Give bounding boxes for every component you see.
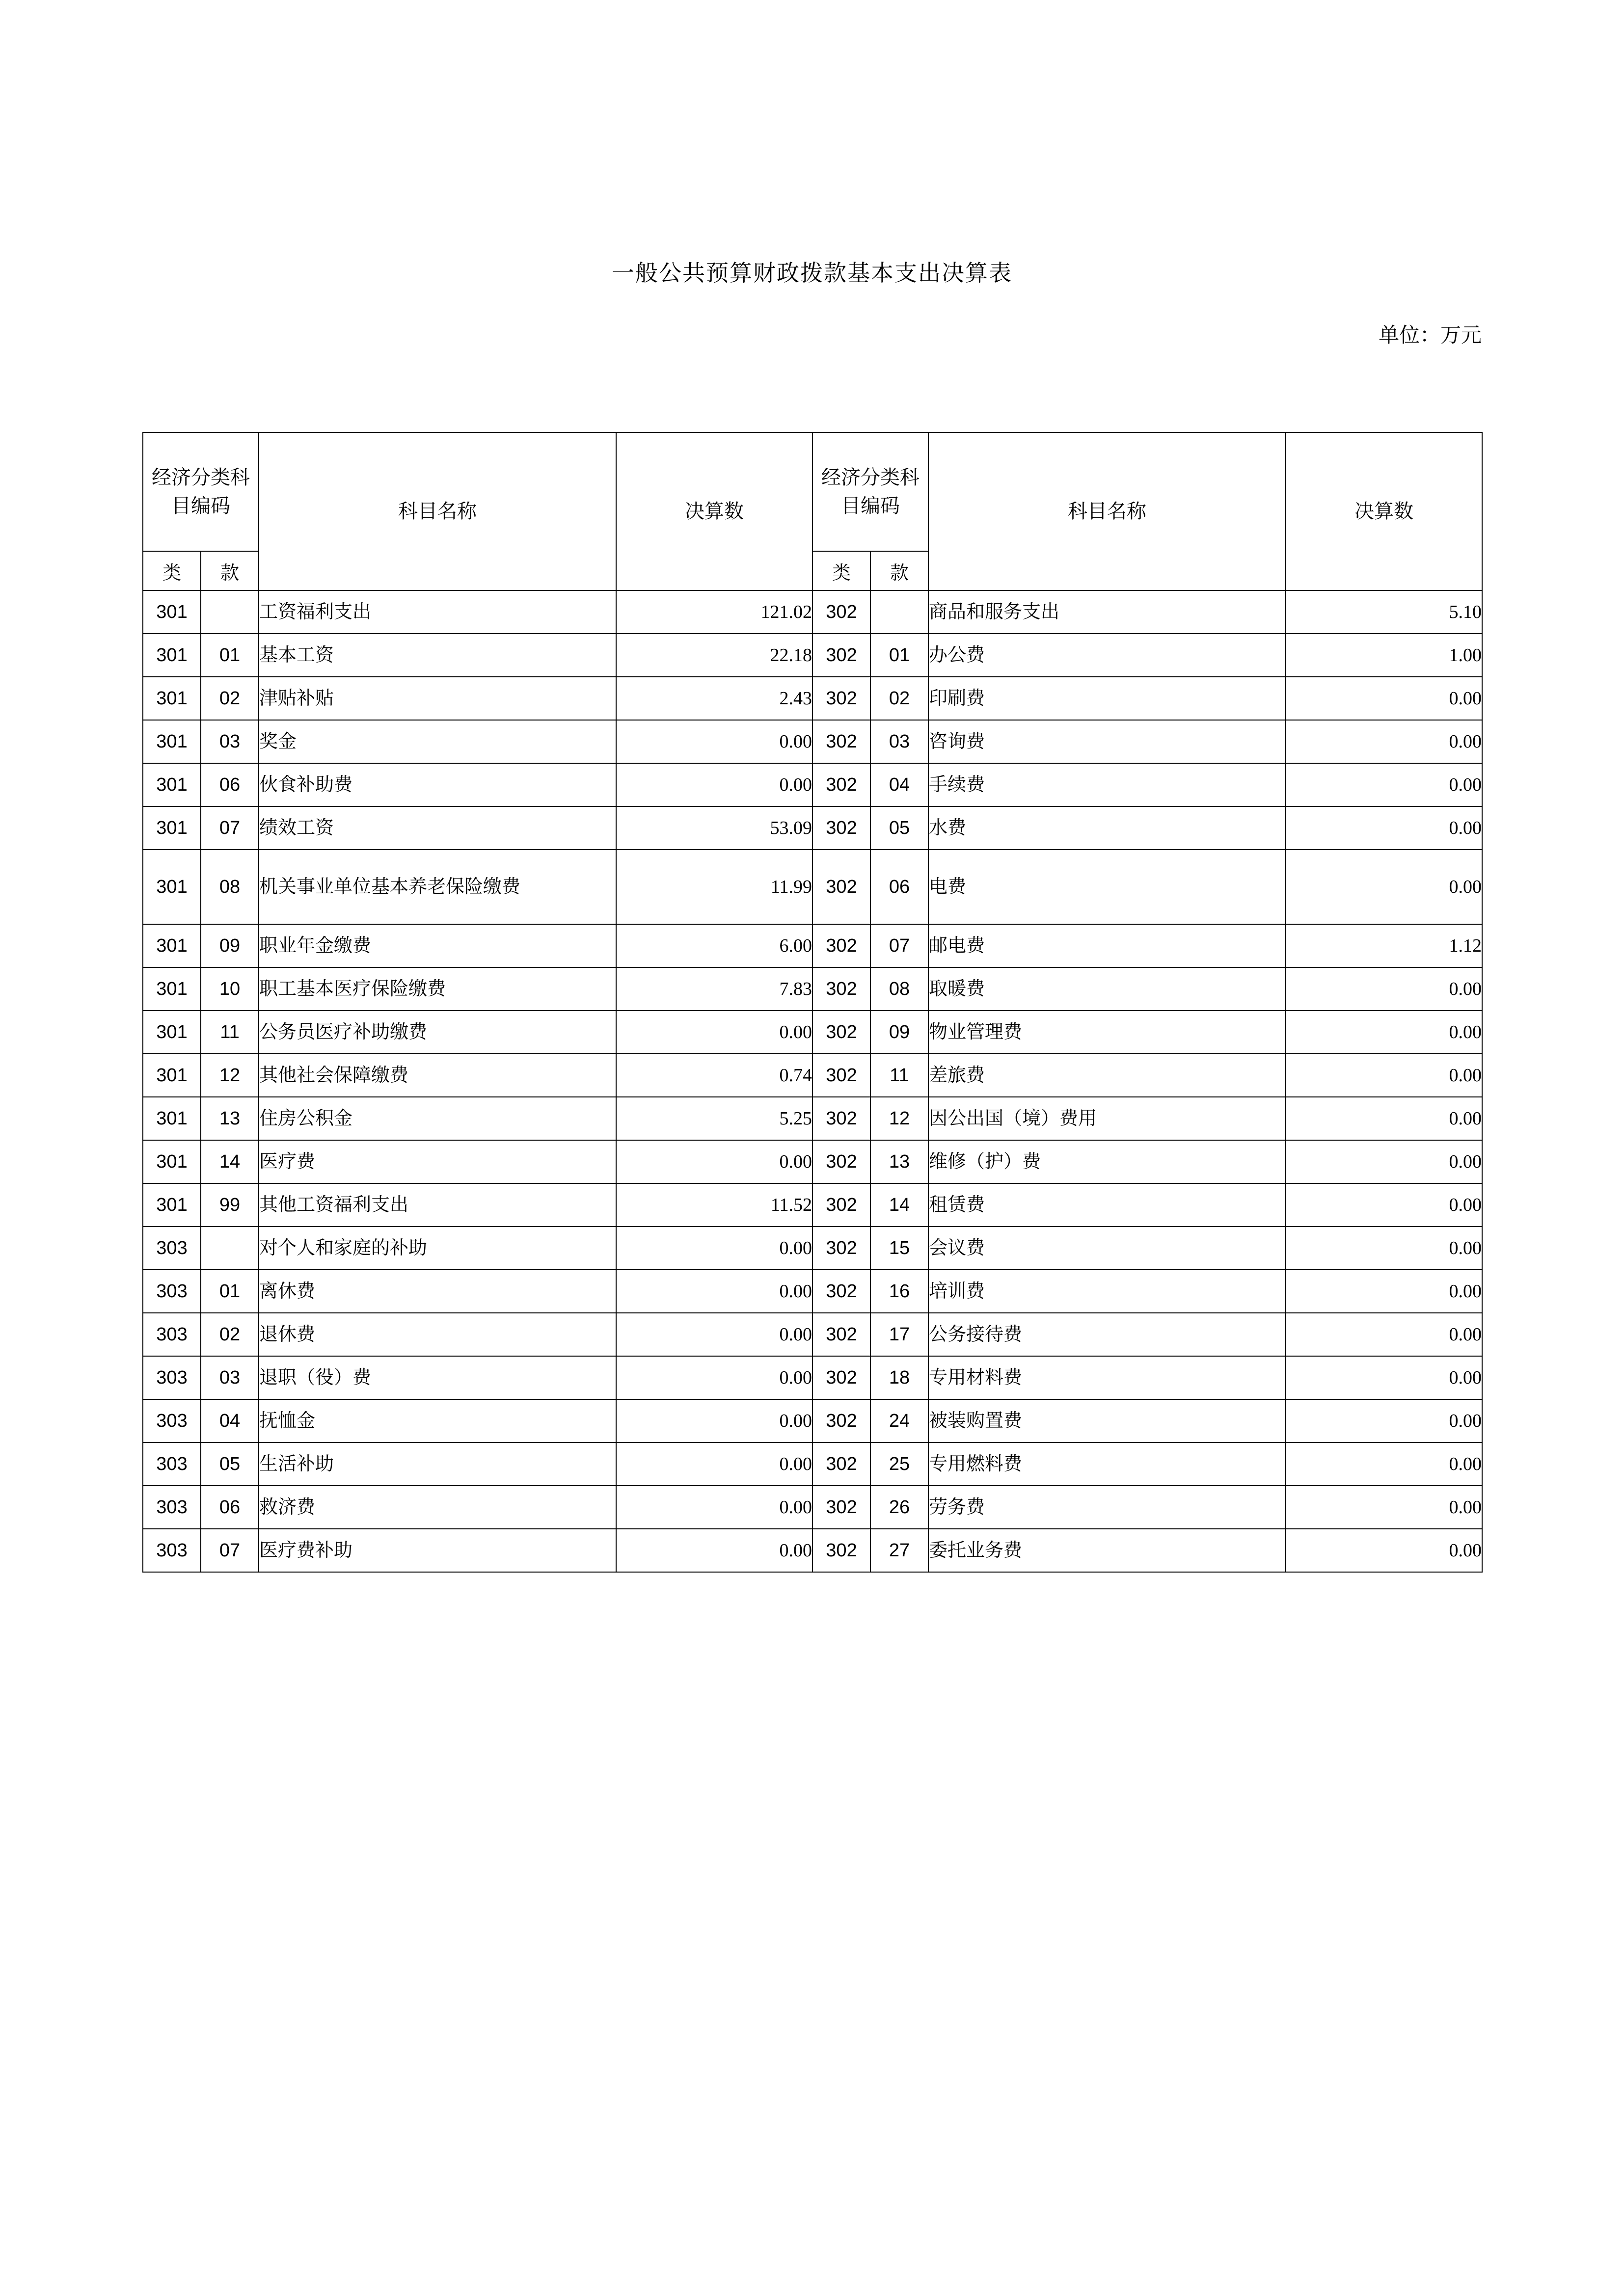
table-row bbox=[143, 1529, 1482, 1572]
table-row bbox=[143, 1270, 1482, 1313]
cell-subject-name-right: 邮电费 bbox=[928, 924, 1286, 967]
cell-kuan-left: 99 bbox=[201, 1183, 259, 1227]
cell-subject-name-right: 公务接待费 bbox=[928, 1313, 1286, 1356]
table-row bbox=[143, 1486, 1482, 1529]
cell-lei-right: 302 bbox=[812, 1529, 870, 1572]
cell-lei-right: 302 bbox=[812, 590, 870, 634]
cell-amount-right: 0.00 bbox=[1286, 1486, 1482, 1529]
cell-amount-left: 22.18 bbox=[616, 634, 812, 677]
cell-amount-right: 0.00 bbox=[1286, 677, 1482, 720]
cell-kuan-left: 06 bbox=[201, 763, 259, 806]
cell-kuan-left: 06 bbox=[201, 1486, 259, 1529]
cell-subject-name-right: 水费 bbox=[928, 806, 1286, 850]
cell-amount-right: 0.00 bbox=[1286, 967, 1482, 1011]
cell-amount-right: 0.00 bbox=[1286, 720, 1482, 763]
cell-amount-left: 7.83 bbox=[616, 967, 812, 1011]
cell-kuan-left: 03 bbox=[201, 720, 259, 763]
cell-subject-name-right: 差旅费 bbox=[928, 1054, 1286, 1097]
cell-amount-right: 1.00 bbox=[1286, 634, 1482, 677]
cell-kuan-left: 07 bbox=[201, 1529, 259, 1572]
table-row bbox=[143, 1054, 1482, 1097]
cell-kuan-right: 09 bbox=[870, 1011, 928, 1054]
cell-subject-name-right: 劳务费 bbox=[928, 1486, 1286, 1529]
cell-kuan-right: 18 bbox=[870, 1356, 928, 1399]
cell-lei-right: 302 bbox=[812, 1486, 870, 1529]
cell-subject-name-right: 物业管理费 bbox=[928, 1011, 1286, 1054]
cell-lei-left: 301 bbox=[143, 590, 201, 634]
cell-amount-right: 0.00 bbox=[1286, 1529, 1482, 1572]
cell-amount-left: 0.74 bbox=[616, 1054, 812, 1097]
cell-amount-right: 1.12 bbox=[1286, 924, 1482, 967]
cell-subject-name-left: 基本工资 bbox=[259, 634, 616, 677]
cell-subject-name-right: 专用材料费 bbox=[928, 1356, 1286, 1399]
cell-amount-left: 11.99 bbox=[616, 850, 812, 924]
cell-lei-left: 301 bbox=[143, 634, 201, 677]
table-row bbox=[143, 720, 1482, 763]
header-amount-right: 决算数 bbox=[1286, 432, 1482, 590]
cell-kuan-left: 02 bbox=[201, 1313, 259, 1356]
cell-lei-left: 303 bbox=[143, 1529, 201, 1572]
cell-subject-name-right: 印刷费 bbox=[928, 677, 1286, 720]
cell-amount-left: 0.00 bbox=[616, 1529, 812, 1572]
cell-lei-left: 303 bbox=[143, 1486, 201, 1529]
cell-lei-right: 302 bbox=[812, 924, 870, 967]
cell-amount-left: 0.00 bbox=[616, 1356, 812, 1399]
cell-lei-right: 302 bbox=[812, 1270, 870, 1313]
table-row bbox=[143, 1140, 1482, 1183]
cell-kuan-left: 14 bbox=[201, 1140, 259, 1183]
cell-kuan-left: 08 bbox=[201, 850, 259, 924]
cell-amount-left: 2.43 bbox=[616, 677, 812, 720]
cell-lei-right: 302 bbox=[812, 1054, 870, 1097]
cell-lei-right: 302 bbox=[812, 1011, 870, 1054]
cell-kuan-right: 06 bbox=[870, 850, 928, 924]
cell-lei-left: 303 bbox=[143, 1270, 201, 1313]
cell-lei-right: 302 bbox=[812, 1227, 870, 1270]
cell-kuan-right: 15 bbox=[870, 1227, 928, 1270]
cell-subject-name-left: 其他社会保障缴费 bbox=[259, 1054, 616, 1097]
cell-kuan-left: 01 bbox=[201, 1270, 259, 1313]
cell-amount-right: 0.00 bbox=[1286, 1054, 1482, 1097]
cell-subject-name-right: 电费 bbox=[928, 850, 1286, 924]
table-row bbox=[143, 806, 1482, 850]
cell-kuan-right: 05 bbox=[870, 806, 928, 850]
cell-lei-left: 301 bbox=[143, 763, 201, 806]
cell-lei-left: 303 bbox=[143, 1399, 201, 1442]
cell-kuan-left: 11 bbox=[201, 1011, 259, 1054]
cell-amount-right: 0.00 bbox=[1286, 806, 1482, 850]
cell-amount-right: 0.00 bbox=[1286, 850, 1482, 924]
cell-subject-name-left: 津贴补贴 bbox=[259, 677, 616, 720]
page-title: 一般公共预算财政拨款基本支出决算表 bbox=[612, 260, 1012, 286]
cell-amount-left: 121.02 bbox=[616, 590, 812, 634]
table-row bbox=[143, 1442, 1482, 1486]
table-row bbox=[143, 1399, 1482, 1442]
cell-subject-name-left: 绩效工资 bbox=[259, 806, 616, 850]
cell-kuan-left: 05 bbox=[201, 1442, 259, 1486]
table-header bbox=[143, 432, 1482, 590]
cell-kuan-right: 08 bbox=[870, 967, 928, 1011]
header-code-group-left: 经济分类科目编码 bbox=[143, 432, 259, 551]
cell-kuan-left: 07 bbox=[201, 806, 259, 850]
cell-subject-name-right: 被装购置费 bbox=[928, 1399, 1286, 1442]
header-lei-right: 类 bbox=[812, 551, 870, 590]
cell-amount-left: 0.00 bbox=[616, 1313, 812, 1356]
cell-lei-left: 301 bbox=[143, 677, 201, 720]
cell-lei-left: 301 bbox=[143, 850, 201, 924]
cell-amount-left: 0.00 bbox=[616, 1442, 812, 1486]
cell-subject-name-left: 退休费 bbox=[259, 1313, 616, 1356]
cell-kuan-left bbox=[201, 1227, 259, 1270]
cell-kuan-right: 16 bbox=[870, 1270, 928, 1313]
cell-amount-left: 0.00 bbox=[616, 763, 812, 806]
cell-kuan-right: 02 bbox=[870, 677, 928, 720]
table-row bbox=[143, 924, 1482, 967]
cell-subject-name-right: 维修（护）费 bbox=[928, 1140, 1286, 1183]
cell-amount-left: 6.00 bbox=[616, 924, 812, 967]
cell-subject-name-right: 因公出国（境）费用 bbox=[928, 1097, 1286, 1140]
cell-subject-name-left: 离休费 bbox=[259, 1270, 616, 1313]
cell-subject-name-left: 其他工资福利支出 bbox=[259, 1183, 616, 1227]
cell-subject-name-right: 手续费 bbox=[928, 763, 1286, 806]
cell-lei-right: 302 bbox=[812, 677, 870, 720]
cell-subject-name-left: 医疗费 bbox=[259, 1140, 616, 1183]
table-row bbox=[143, 1097, 1482, 1140]
cell-lei-right: 302 bbox=[812, 1183, 870, 1227]
cell-amount-right: 0.00 bbox=[1286, 1270, 1482, 1313]
cell-lei-right: 302 bbox=[812, 1313, 870, 1356]
cell-kuan-right bbox=[870, 590, 928, 634]
cell-lei-right: 302 bbox=[812, 763, 870, 806]
cell-subject-name-left: 医疗费补助 bbox=[259, 1529, 616, 1572]
cell-amount-right: 0.00 bbox=[1286, 1140, 1482, 1183]
cell-kuan-right: 26 bbox=[870, 1486, 928, 1529]
cell-subject-name-left: 职工基本医疗保险缴费 bbox=[259, 967, 616, 1011]
cell-subject-name-left: 救济费 bbox=[259, 1486, 616, 1529]
table-row bbox=[143, 634, 1482, 677]
cell-amount-left: 0.00 bbox=[616, 720, 812, 763]
cell-subject-name-right: 培训费 bbox=[928, 1270, 1286, 1313]
cell-amount-left: 0.00 bbox=[616, 1140, 812, 1183]
table-row bbox=[143, 1183, 1482, 1227]
cell-lei-left: 301 bbox=[143, 1140, 201, 1183]
table-row bbox=[143, 677, 1482, 720]
cell-kuan-left: 04 bbox=[201, 1399, 259, 1442]
cell-kuan-left: 12 bbox=[201, 1054, 259, 1097]
cell-kuan-right: 01 bbox=[870, 634, 928, 677]
cell-lei-right: 302 bbox=[812, 1140, 870, 1183]
cell-kuan-left: 10 bbox=[201, 967, 259, 1011]
unit-note: 单位：万元 bbox=[1378, 323, 1482, 347]
cell-kuan-right: 03 bbox=[870, 720, 928, 763]
cell-lei-left: 303 bbox=[143, 1227, 201, 1270]
cell-lei-left: 301 bbox=[143, 1183, 201, 1227]
cell-lei-left: 301 bbox=[143, 924, 201, 967]
table-row bbox=[143, 1011, 1482, 1054]
cell-amount-right: 0.00 bbox=[1286, 1313, 1482, 1356]
cell-amount-left: 0.00 bbox=[616, 1227, 812, 1270]
cell-lei-left: 301 bbox=[143, 1054, 201, 1097]
cell-subject-name-left: 职业年金缴费 bbox=[259, 924, 616, 967]
cell-lei-left: 301 bbox=[143, 806, 201, 850]
table-row bbox=[143, 850, 1482, 924]
cell-lei-right: 302 bbox=[812, 806, 870, 850]
table-body bbox=[143, 590, 1482, 1572]
cell-subject-name-right: 商品和服务支出 bbox=[928, 590, 1286, 634]
cell-amount-left: 0.00 bbox=[616, 1399, 812, 1442]
cell-subject-name-left: 对个人和家庭的补助 bbox=[259, 1227, 616, 1270]
cell-lei-left: 303 bbox=[143, 1442, 201, 1486]
cell-kuan-right: 13 bbox=[870, 1140, 928, 1183]
cell-kuan-left: 09 bbox=[201, 924, 259, 967]
cell-subject-name-left: 住房公积金 bbox=[259, 1097, 616, 1140]
cell-subject-name-left: 生活补助 bbox=[259, 1442, 616, 1486]
cell-kuan-left bbox=[201, 590, 259, 634]
header-name-right: 科目名称 bbox=[928, 432, 1286, 590]
cell-lei-right: 302 bbox=[812, 967, 870, 1011]
cell-subject-name-right: 取暖费 bbox=[928, 967, 1286, 1011]
cell-lei-left: 301 bbox=[143, 720, 201, 763]
cell-kuan-right: 07 bbox=[870, 924, 928, 967]
table-row bbox=[143, 1227, 1482, 1270]
cell-lei-right: 302 bbox=[812, 850, 870, 924]
cell-subject-name-right: 咨询费 bbox=[928, 720, 1286, 763]
table-row bbox=[143, 1313, 1482, 1356]
header-name-left: 科目名称 bbox=[259, 432, 616, 590]
cell-kuan-right: 11 bbox=[870, 1054, 928, 1097]
cell-amount-right: 0.00 bbox=[1286, 1097, 1482, 1140]
table-row bbox=[143, 763, 1482, 806]
cell-kuan-left: 01 bbox=[201, 634, 259, 677]
cell-subject-name-right: 专用燃料费 bbox=[928, 1442, 1286, 1486]
cell-subject-name-left: 伙食补助费 bbox=[259, 763, 616, 806]
cell-lei-right: 302 bbox=[812, 720, 870, 763]
cell-kuan-right: 27 bbox=[870, 1529, 928, 1572]
cell-amount-right: 0.00 bbox=[1286, 1011, 1482, 1054]
cell-subject-name-left: 奖金 bbox=[259, 720, 616, 763]
cell-subject-name-right: 办公费 bbox=[928, 634, 1286, 677]
cell-subject-name-left: 抚恤金 bbox=[259, 1399, 616, 1442]
table-row bbox=[143, 590, 1482, 634]
cell-subject-name-right: 委托业务费 bbox=[928, 1529, 1286, 1572]
cell-kuan-right: 17 bbox=[870, 1313, 928, 1356]
header-lei-left: 类 bbox=[143, 551, 201, 590]
cell-amount-right: 0.00 bbox=[1286, 763, 1482, 806]
cell-amount-right: 0.00 bbox=[1286, 1183, 1482, 1227]
cell-lei-right: 302 bbox=[812, 1097, 870, 1140]
cell-lei-right: 302 bbox=[812, 1399, 870, 1442]
cell-lei-right: 302 bbox=[812, 1442, 870, 1486]
cell-lei-left: 301 bbox=[143, 967, 201, 1011]
cell-lei-left: 303 bbox=[143, 1356, 201, 1399]
cell-kuan-left: 03 bbox=[201, 1356, 259, 1399]
cell-kuan-right: 24 bbox=[870, 1399, 928, 1442]
cell-lei-left: 301 bbox=[143, 1011, 201, 1054]
cell-kuan-right: 04 bbox=[870, 763, 928, 806]
cell-subject-name-left: 公务员医疗补助缴费 bbox=[259, 1011, 616, 1054]
cell-subject-name-left: 机关事业单位基本养老保险缴费 bbox=[259, 850, 616, 924]
cell-kuan-right: 14 bbox=[870, 1183, 928, 1227]
cell-subject-name-left: 退职（役）费 bbox=[259, 1356, 616, 1399]
cell-kuan-left: 02 bbox=[201, 677, 259, 720]
cell-amount-left: 0.00 bbox=[616, 1486, 812, 1529]
cell-amount-right: 0.00 bbox=[1286, 1442, 1482, 1486]
cell-amount-left: 5.25 bbox=[616, 1097, 812, 1140]
header-kuan-left: 款 bbox=[201, 551, 259, 590]
table-row bbox=[143, 1356, 1482, 1399]
cell-lei-right: 302 bbox=[812, 634, 870, 677]
header-code-group-right: 经济分类科目编码 bbox=[812, 432, 928, 551]
cell-lei-left: 303 bbox=[143, 1313, 201, 1356]
cell-amount-right: 0.00 bbox=[1286, 1399, 1482, 1442]
cell-amount-left: 53.09 bbox=[616, 806, 812, 850]
cell-amount-left: 0.00 bbox=[616, 1011, 812, 1054]
header-amount-left: 决算数 bbox=[616, 432, 812, 590]
cell-lei-right: 302 bbox=[812, 1356, 870, 1399]
header-kuan-right: 款 bbox=[870, 551, 928, 590]
cell-amount-left: 0.00 bbox=[616, 1270, 812, 1313]
budget-expenditure-table bbox=[142, 432, 1483, 1573]
cell-subject-name-right: 会议费 bbox=[928, 1227, 1286, 1270]
table-row bbox=[143, 967, 1482, 1011]
cell-amount-left: 11.52 bbox=[616, 1183, 812, 1227]
cell-amount-right: 0.00 bbox=[1286, 1227, 1482, 1270]
cell-kuan-left: 13 bbox=[201, 1097, 259, 1140]
cell-kuan-right: 25 bbox=[870, 1442, 928, 1486]
cell-kuan-right: 12 bbox=[870, 1097, 928, 1140]
cell-amount-right: 5.10 bbox=[1286, 590, 1482, 634]
cell-amount-right: 0.00 bbox=[1286, 1356, 1482, 1399]
cell-subject-name-right: 租赁费 bbox=[928, 1183, 1286, 1227]
cell-subject-name-left: 工资福利支出 bbox=[259, 590, 616, 634]
cell-lei-left: 301 bbox=[143, 1097, 201, 1140]
